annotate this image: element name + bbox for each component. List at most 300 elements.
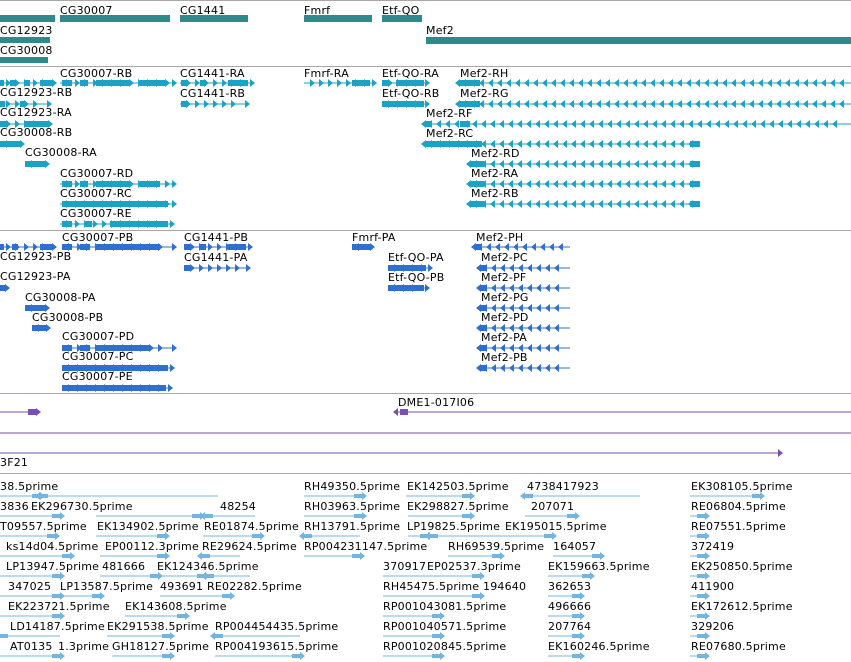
est-glyph-block[interactable] [157, 534, 165, 538]
protein-label[interactable]: CG1441-PA [184, 251, 248, 264]
est-glyph-block[interactable] [697, 614, 705, 618]
gene-bar-cg-left[interactable] [0, 15, 55, 22]
transcript-mef2-rg-strand-arrow [812, 100, 817, 108]
transcript-cg1441-rb-end-arrow [245, 100, 250, 108]
transcript-mef2-rh-strand-arrow [731, 79, 736, 87]
transcript-mef2-rb-strand-arrow [670, 200, 675, 208]
transcript-mef2-rb-strand-arrow [652, 200, 657, 208]
transcript-mef2-rh-strand-arrow [506, 79, 511, 87]
protein-label[interactable]: CG30007-PB [62, 231, 134, 244]
transcript-mef2-rg-strand-arrow [767, 100, 772, 108]
protein-mef2-ph-end-arrow [471, 243, 476, 251]
est-glyph-block[interactable] [697, 514, 705, 518]
protein-label[interactable]: CG12923-PA [0, 270, 71, 283]
est-glyph-block[interactable] [572, 614, 580, 618]
est-glyph-block[interactable] [430, 534, 438, 538]
est-label[interactable]: 4738417923 [527, 480, 599, 493]
protein-cg1441-pa-exon[interactable] [184, 265, 190, 271]
transcript-mef2-rd-strand-arrow [535, 160, 540, 168]
est-glyph-block[interactable] [697, 554, 705, 558]
transcript-mef2-rh-strand-arrow [704, 79, 709, 87]
protein-label[interactable]: CG30007-PD [62, 330, 135, 343]
est-glyph-arrow [55, 532, 60, 540]
protein-label[interactable]: Etf-QO-PB [388, 271, 445, 284]
est-glyph-block[interactable] [697, 634, 705, 638]
protein-cg1441-pa-strand-arrow [199, 264, 204, 272]
protein-mef2-pb-strand-arrow [491, 364, 496, 372]
est-label[interactable]: EK291538.5prime [107, 620, 209, 633]
transcript-mef2-rb-strand-arrow [508, 200, 513, 208]
transcript-mef2-rh-strand-arrow [722, 79, 727, 87]
est-label[interactable]: 329206 [691, 620, 735, 633]
transcript-label[interactable]: Mef2-RC [426, 127, 474, 140]
transcript-label[interactable]: Mef2-RA [471, 167, 519, 180]
est-glyph-block[interactable] [177, 614, 185, 618]
est-label[interactable]: RE02282.5prime [207, 580, 302, 593]
transcript-label[interactable]: CG30007-RB [60, 67, 133, 80]
est-label[interactable]: T09557.5prime [0, 520, 87, 533]
est-glyph-block[interactable] [472, 574, 480, 578]
gene-bar-cg30008[interactable] [0, 57, 48, 63]
protein-label[interactable]: Mef2-PD [481, 311, 529, 324]
est-glyph-arrow [230, 592, 235, 600]
transcript-label[interactable]: CG12923-RB [0, 86, 73, 99]
transcript-mef2-rf-strand-arrow [787, 120, 792, 128]
est-glyph-block[interactable] [432, 634, 440, 638]
transcript-label[interactable]: Mef2-RF [426, 107, 473, 120]
est-glyph-block[interactable] [52, 574, 60, 578]
transcript-mef2-rb-strand-arrow [499, 200, 504, 208]
est-label[interactable]: 194640 [483, 580, 527, 593]
protein-cg1441-pb-strand-arrow [190, 243, 195, 251]
transcript-label[interactable]: Mef2-RH [460, 67, 509, 80]
transcript-label[interactable]: Etf-QO-RA [382, 67, 440, 80]
protein-cg30007-pb-strand-arrow [158, 243, 163, 251]
est-label[interactable]: LP19825.5prime [407, 520, 501, 533]
est-glyph-block[interactable] [582, 574, 590, 578]
est-glyph-block[interactable] [252, 534, 260, 538]
protein-label[interactable]: Mef2-PA [481, 331, 527, 344]
est-glyph-arrow [580, 612, 585, 620]
transcript-mef2-rh-strand-arrow [614, 79, 619, 87]
protein-mef2-pc-strand-arrow [536, 264, 541, 272]
transcript-label[interactable]: Mef2-RB [471, 187, 519, 200]
gene-bar-mef2[interactable] [426, 37, 851, 44]
est-glyph-block[interactable] [567, 514, 575, 518]
est-glyph-block[interactable] [752, 494, 760, 498]
est-glyph-arrow [500, 552, 505, 560]
est-label[interactable]: 3836 [0, 500, 29, 513]
est-glyph-block[interactable] [52, 594, 60, 598]
est-glyph-block[interactable] [472, 594, 480, 598]
est-glyph-block[interactable] [52, 614, 60, 618]
est-glyph-block[interactable] [525, 494, 533, 498]
transcript-mef2-ra-strand-arrow [571, 180, 576, 188]
est-label[interactable]: EP00112.3prime [105, 540, 199, 553]
protein-cg1441-pa-strand-arrow [235, 264, 240, 272]
transcript-etfqo-ra-exon[interactable] [382, 80, 388, 86]
est-label[interactable]: EP02537.3prime [427, 560, 521, 573]
est-label[interactable]: GH18127.5prime [112, 640, 210, 653]
est-glyph-block[interactable] [206, 574, 214, 578]
est-label[interactable]: EK250850.5prime [691, 560, 793, 573]
transcript-mef2-rg-strand-arrow [542, 100, 547, 108]
clone-label[interactable]: 3F21 [0, 456, 29, 469]
transcript-mef2-rd-strand-arrow [679, 160, 684, 168]
transcript-mef2-rb-strand-arrow [643, 200, 648, 208]
protein-mef2-pb-strand-arrow [527, 364, 532, 372]
est-label[interactable]: 207071 [531, 500, 575, 513]
est-label[interactable]: 1.3prime [58, 640, 110, 653]
transcript-mef2-rh-strand-arrow [740, 79, 745, 87]
transcript-label[interactable]: Etf-QO-RB [382, 87, 440, 100]
transcript-mef2-rf-strand-arrow [796, 120, 801, 128]
transcript-mef2-rd-strand-arrow [616, 160, 621, 168]
transcript-mef2-rg-strand-arrow [605, 100, 610, 108]
transcript-mef2-ra-strand-arrow [652, 180, 657, 188]
protein-cg30007-pb-end-arrow [172, 243, 177, 251]
protein-cg1441-pb-end-arrow [248, 243, 253, 251]
est-glyph-block[interactable] [697, 574, 705, 578]
transcript-mef2-rf-strand-arrow [571, 120, 576, 128]
est-label[interactable]: EK142503.5prime [407, 480, 509, 493]
est-label[interactable]: EK134902.5prime [97, 520, 199, 533]
est-glyph-arrow [520, 492, 525, 500]
transcript-label[interactable]: CG30007-RE [60, 207, 132, 220]
est-glyph-block[interactable] [492, 554, 500, 558]
transcript-mef2-rf-strand-arrow [661, 120, 666, 128]
est-label[interactable]: RH13791.5prime [304, 520, 401, 533]
transcript-mef2-ra-strand-arrow [589, 180, 594, 188]
est-label[interactable]: RE07680.5prime [691, 640, 786, 653]
est-label[interactable]: RP004454435.5prime [215, 620, 339, 633]
est-label[interactable]: 493691 [160, 580, 204, 593]
transcript-etfqo-ra-strand-arrow [388, 79, 393, 87]
est-glyph-block[interactable] [572, 654, 580, 658]
transcript-mef2-rh-strand-arrow [686, 79, 691, 87]
est-label[interactable]: 372419 [691, 540, 735, 553]
protein-cg1441-pb-exon[interactable] [184, 244, 190, 250]
est-glyph-block[interactable] [432, 614, 440, 618]
est-glyph-arrow [60, 652, 65, 660]
transcript-mef2-rh-strand-arrow [515, 79, 520, 87]
est-label[interactable]: RE29624.5prime [202, 540, 297, 553]
transcript-mef2-rd-strand-arrow [589, 160, 594, 168]
protein-mef2-ph-strand-arrow [522, 243, 527, 251]
est-label[interactable]: EK195015.5prime [505, 520, 607, 533]
transcript-mef2-ra-strand-arrow [670, 180, 675, 188]
transcript-mef2-rg-strand-arrow [830, 100, 835, 108]
protein-mef2-pf-strand-arrow [545, 284, 550, 292]
est-label[interactable]: 481666 [102, 560, 146, 573]
est-label[interactable]: EK159663.5prime [548, 560, 650, 573]
protein-label[interactable]: CG30007-PC [62, 350, 134, 363]
protein-cg1441-pa-end-arrow [246, 264, 251, 272]
track-separator [0, 473, 851, 474]
est-label[interactable]: LP13947.5prime [6, 560, 100, 573]
protein-label[interactable]: Fmrf-PA [352, 231, 396, 244]
est-label[interactable]: RE06804.5prime [691, 500, 786, 513]
est-glyph-block[interactable] [0, 634, 8, 638]
transcript-cg30007-rc-end-arrow [172, 200, 177, 208]
protein-label[interactable]: Mef2-PG [481, 291, 529, 304]
clone-left-end[interactable] [28, 409, 36, 415]
transcript-mef2-rg-strand-arrow [569, 100, 574, 108]
transcript-mef2-rh-strand-arrow [569, 79, 574, 87]
protein-mef2-pd-strand-arrow [554, 324, 559, 332]
transcript-mef2-rc-strand-arrow [670, 140, 675, 148]
transcript-label[interactable]: Mef2-RD [471, 147, 520, 160]
clone-dme1-arrow [393, 408, 398, 416]
est-label[interactable]: RH45475.5prime [383, 580, 480, 593]
transcript-mef2-rb-strand-arrow [535, 200, 540, 208]
est-glyph-arrow [60, 612, 65, 620]
transcript-label[interactable]: CG30008-RA [25, 146, 97, 159]
est-label[interactable]: EK223721.5prime [8, 600, 110, 613]
transcript-fmrf-ra-strand-arrow [346, 79, 351, 87]
est-label[interactable]: 496666 [548, 600, 592, 613]
clone-3f21-arrow [778, 449, 783, 457]
est-glyph-arrow [705, 612, 710, 620]
est-glyph-block[interactable] [354, 494, 362, 498]
est-label[interactable]: ks14d04.5prime [6, 540, 99, 553]
transcript-cg30007-rb-strand-arrow [165, 79, 170, 87]
protein-label[interactable]: Etf-QO-PA [388, 251, 444, 264]
est-label[interactable]: EK296730.5prime [31, 500, 133, 513]
est-glyph-block[interactable] [697, 594, 705, 598]
est-glyph-arrow [60, 572, 65, 580]
transcript-mef2-rc-strand-arrow [643, 140, 648, 148]
est-glyph-arrow [440, 632, 445, 640]
est-glyph-block[interactable] [462, 514, 470, 518]
est-glyph-arrow [362, 492, 367, 500]
protein-mef2-ph-strand-arrow [495, 243, 500, 251]
est-glyph-block[interactable] [202, 554, 210, 558]
est-label[interactable]: 362653 [548, 580, 592, 593]
protein-mef2-pg-strand-arrow [554, 304, 559, 312]
est-glyph-block[interactable] [215, 634, 223, 638]
transcript-mef2-rc-strand-arrow [535, 140, 540, 148]
transcript-mef2-rg-strand-arrow [722, 100, 727, 108]
transcript-mef2-rg-strand-arrow [686, 100, 691, 108]
transcript-mef2-rg-strand-arrow [659, 100, 664, 108]
est-label[interactable]: EK172612.5prime [691, 600, 793, 613]
transcript-mef2-rh-strand-arrow [794, 79, 799, 87]
gene-label[interactable]: Fmrf [304, 4, 331, 17]
est-glyph-arrow [575, 512, 580, 520]
est-glyph-block[interactable] [52, 514, 60, 518]
transcript-mef2-rc-strand-arrow [562, 140, 567, 148]
transcript-mef2-ra-strand-arrow [679, 180, 684, 188]
est-glyph-block[interactable] [150, 574, 158, 578]
est-label[interactable]: RP001020845.5prime [383, 640, 507, 653]
est-label[interactable]: RH03963.5prime [304, 500, 401, 513]
est-glyph-block[interactable] [52, 654, 60, 658]
est-label[interactable]: RP001040571.5prime [383, 620, 507, 633]
transcript-mef2-rh-strand-arrow [785, 79, 790, 87]
est-label[interactable]: EK160246.5prime [548, 640, 650, 653]
transcript-cg30007-rb-exon[interactable] [140, 80, 165, 86]
protein-cg12923-pa-exon[interactable] [0, 285, 5, 291]
transcript-label[interactable]: CG12923-RA [0, 106, 72, 119]
transcript-mef2-rd-strand-arrow [661, 160, 666, 168]
est-glyph-block[interactable] [40, 494, 48, 498]
protein-label[interactable]: CG30007-PE [62, 370, 133, 383]
est-label[interactable]: AT0135 [10, 640, 53, 653]
transcript-mef2-rh-strand-arrow [677, 79, 682, 87]
gene-label[interactable]: CG30008 [0, 44, 53, 57]
est-label[interactable]: RP004231147.5prime [304, 540, 428, 553]
transcript-mef2-rc-end-arrow [421, 140, 426, 148]
est-label[interactable]: EK143608.5prime [125, 600, 227, 613]
est-label[interactable]: RE07551.5prime [691, 520, 786, 533]
est-glyph-arrow [480, 572, 485, 580]
est-glyph-block[interactable] [432, 654, 440, 658]
transcript-cg30007-re-strand-arrow [93, 220, 98, 228]
transcript-mef2-rh-strand-arrow [533, 79, 538, 87]
gene-bar-cg12923[interactable] [0, 37, 50, 43]
est-glyph-block[interactable] [572, 594, 580, 598]
gene-label[interactable]: Mef2 [426, 24, 454, 37]
transcript-mef2-rg-strand-arrow [641, 100, 646, 108]
est-glyph-block[interactable] [62, 554, 70, 558]
clone-dme1-end[interactable] [400, 409, 408, 415]
transcript-mef2-rc-strand-arrow [553, 140, 558, 148]
transcript-mef2-rg-strand-arrow [839, 100, 844, 108]
transcript-label[interactable]: CG30008-RB [0, 126, 73, 139]
est-label[interactable]: 207764 [548, 620, 592, 633]
protein-mef2-pa-strand-arrow [554, 344, 559, 352]
gene-label[interactable]: CG12923 [0, 24, 53, 37]
est-glyph-arrow [580, 592, 585, 600]
est-glyph-block[interactable] [47, 534, 55, 538]
protein-label[interactable]: Mef2-PC [481, 251, 528, 264]
transcript-cg30007-re-strand-arrow [102, 220, 107, 228]
est-glyph-block[interactable] [92, 594, 100, 598]
transcript-mef2-rd-strand-arrow [553, 160, 558, 168]
transcript-mef2-rc-strand-arrow [652, 140, 657, 148]
transcript-mef2-rf-strand-arrow [679, 120, 684, 128]
est-label[interactable]: EK308105.5prime [691, 480, 793, 493]
gene-label[interactable]: CG1441 [180, 4, 226, 17]
transcript-label[interactable]: CG1441-RA [180, 67, 245, 80]
est-glyph-block[interactable] [157, 554, 165, 558]
transcript-mef2-rh-strand-arrow [641, 79, 646, 87]
transcript-mef2-rg-strand-arrow [551, 100, 556, 108]
transcript-label[interactable]: CG1441-RB [180, 87, 246, 100]
protein-mef2-pb-strand-arrow [554, 364, 559, 372]
est-label[interactable]: EK124346.5prime [157, 560, 259, 573]
protein-label[interactable]: Mef2-PF [481, 271, 527, 284]
protein-label[interactable]: CG1441-PB [184, 231, 249, 244]
est-glyph-arrow [165, 532, 170, 540]
transcript-mef2-rh-strand-arrow [587, 79, 592, 87]
protein-label[interactable]: CG30008-PA [25, 291, 96, 304]
transcript-mef2-rg-strand-arrow [623, 100, 628, 108]
est-glyph-arrow [470, 492, 475, 500]
est-glyph-arrow [299, 532, 304, 540]
transcript-mef2-rh-strand-arrow [713, 79, 718, 87]
est-glyph-arrow [300, 652, 305, 660]
protein-label[interactable]: CG12923-PB [0, 250, 72, 263]
est-label[interactable]: RH49350.5prime [304, 480, 401, 493]
est-glyph-arrow [60, 512, 65, 520]
transcript-cg30007-rd-end-arrow [172, 180, 177, 188]
transcript-label[interactable]: CG30007-RC [60, 187, 132, 200]
est-label[interactable]: 164057 [553, 540, 597, 553]
protein-label[interactable]: Mef2-PB [481, 351, 528, 364]
transcript-mef2-rh-strand-arrow [767, 79, 772, 87]
protein-label[interactable]: Mef2-PH [476, 231, 524, 244]
est-label[interactable]: LD14187.5prime [10, 620, 105, 633]
est-glyph-block[interactable] [697, 534, 705, 538]
est-glyph-block[interactable] [192, 514, 200, 518]
est-glyph-block[interactable] [162, 634, 170, 638]
est-glyph-block[interactable] [205, 514, 213, 518]
est-label[interactable]: 347025 [8, 580, 52, 593]
protein-label[interactable]: CG30008-PB [32, 311, 104, 324]
est-glyph-block[interactable] [304, 534, 312, 538]
est-label[interactable]: RH69539.5prime [448, 540, 545, 553]
est-label[interactable]: 370917 [383, 560, 427, 573]
protein-cg30007-pd-strand-arrow [158, 344, 163, 352]
transcript-mef2-rh-strand-arrow [839, 79, 844, 87]
protein-mef2-pb-strand-arrow [536, 364, 541, 372]
clone-label[interactable]: DME1-017I06 [398, 396, 475, 409]
est-label[interactable]: LP13587.5prime [60, 580, 154, 593]
est-glyph-block[interactable] [697, 654, 705, 658]
est-glyph-block[interactable] [222, 594, 230, 598]
est-glyph-block[interactable] [354, 514, 362, 518]
est-label[interactable]: RE01874.5prime [204, 520, 299, 533]
transcript-mef2-rh-strand-arrow [650, 79, 655, 87]
transcript-mef2-rf-strand-arrow [769, 120, 774, 128]
est-label[interactable]: EK298827.5prime [407, 500, 509, 513]
transcript-label[interactable]: Fmrf-RA [304, 67, 349, 80]
transcript-label[interactable]: Mef2-RG [460, 87, 509, 100]
transcript-mef2-rf-strand-arrow [778, 120, 783, 128]
est-label[interactable]: RP004193615.5prime [215, 640, 339, 653]
est-glyph-block[interactable] [572, 634, 580, 638]
transcript-cg1441-rb-strand-arrow [213, 100, 218, 108]
protein-mef2-pb-strand-arrow [518, 364, 523, 372]
transcript-mef2-rg-strand-arrow [497, 100, 502, 108]
protein-mef2-pd-strand-arrow [536, 324, 541, 332]
est-label[interactable]: 411900 [691, 580, 735, 593]
gene-label[interactable]: Etf-QO [382, 4, 420, 17]
est-label[interactable]: 48254 [220, 500, 256, 513]
transcript-mef2-ra-strand-arrow [535, 180, 540, 188]
transcript-label[interactable]: CG30007-RD [60, 167, 134, 180]
est-label[interactable]: RP001043081.5prime [383, 600, 507, 613]
transcript-mef2-rf-strand-arrow [832, 120, 837, 128]
est-glyph-block[interactable] [544, 534, 552, 538]
est-glyph-block[interactable] [352, 554, 360, 558]
transcript-mef2-rb-strand-arrow [544, 200, 549, 208]
gene-label[interactable]: CG30007 [60, 4, 113, 17]
est-label[interactable]: 38.5prime [0, 480, 59, 493]
transcript-mef2-rf-strand-arrow [616, 120, 621, 128]
est-glyph-block[interactable] [462, 494, 470, 498]
transcript-mef2-rf-strand-arrow [643, 120, 648, 128]
est-glyph-block[interactable] [292, 654, 300, 658]
transcript-mef2-rb-strand-arrow [580, 200, 585, 208]
est-glyph-block[interactable] [592, 554, 600, 558]
est-glyph-block[interactable] [162, 654, 170, 658]
protein-cg1441-pa-strand-arrow [226, 264, 231, 272]
transcript-mef2-ra-strand-arrow [526, 180, 531, 188]
transcript-cg1441-ra-strand-arrow [213, 79, 218, 87]
